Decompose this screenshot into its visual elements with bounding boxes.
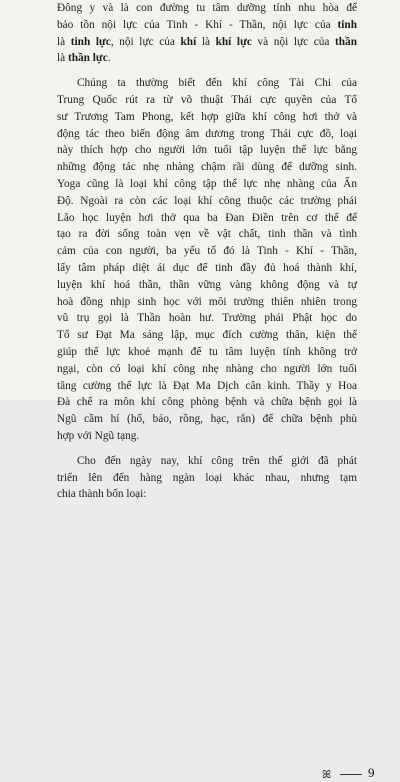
text-line: vũ trụ gọi là Thần hoàn hư. Trường phái Phật học do (57, 312, 357, 325)
ornament-icon: ꕤ (322, 768, 332, 781)
text-line: Đà chế ra môn khí công phòng bệnh và chữa bệnh gọi là (57, 396, 357, 409)
text-line: luyện khí hoá thần, thần vững vàng không động và tự (57, 278, 357, 291)
footer-rule (340, 774, 362, 775)
text-line: Cho đến ngày nay, khí công trên thế giới đã phát (77, 454, 357, 467)
text-line: bảo tồn nội lực của Tinh - Khí - Thần, nội lực của tinh (57, 18, 357, 31)
text-line: Độ. Ngoài ra còn các loại khí công thuộc các trường phái (57, 194, 357, 207)
text-line: Trung Quốc rút ra từ võ thuật Thái cực quyền của Tổ (57, 93, 357, 106)
text-line: hoà đồng nhịp sinh học với môi trường thiên nhiên trong (57, 295, 357, 308)
text-line: là tinh lực, nội lực của khí là khí lực và nội lực của thần (57, 35, 357, 48)
text-line: tăng cường thể lực là Đạt Ma Dịch cân kinh. Thầy y Hoa (57, 379, 357, 392)
text-line: cảm của con người, ba yếu tố đó là Tinh - Khí - Thần, (57, 245, 357, 258)
text-line: Tổ sư Đạt Ma sáng lập, mục đích cường thân, kiện thể (57, 329, 357, 342)
text-line: chia thành bốn loại: (57, 488, 147, 501)
text-line: Lão học luyện hơi thở qua ba Đan Điền trên cơ thể để (57, 211, 357, 224)
text-line: ngại, còn có loại khí công nhẹ nhàng cho người lớn tuổi (57, 362, 357, 375)
text-line: Yoga cũng là loại khí công tập thể lực nhẹ nhàng của Ấn (57, 177, 357, 190)
text-line: triển lên đến hàng ngàn loại khác nhau, nhưng tạm (57, 471, 357, 484)
text-line: hợp với Ngũ tạng. (57, 429, 140, 442)
text-line: sư Trương Tam Phong, kết hợp giữa khí công hơi thở và (57, 110, 357, 123)
text-line: tạo ra đời sống toàn vẹn về vật chất, tinh thần và tình (57, 228, 357, 241)
text-line: lấy tâm pháp diệt ái dục để tinh đầy đủ hoá thành khí, (57, 261, 357, 274)
text-line: giúp thể lực khoẻ mạnh để tu tâm luyện tính không trở (57, 345, 357, 358)
text-line: Đông y và là con đường tu tâm dưỡng tính nhu hòa để (57, 2, 357, 14)
text-line: Chúng ta thường biết đến khí công Tài Chi của (77, 77, 357, 90)
text-line: là thần lực. (57, 52, 111, 65)
text-line: này thích hợp cho người lớn tuổi tập luyện thể lực bằng (57, 144, 357, 157)
body-text (57, 0, 357, 503)
text-line: Ngũ cầm hí (hổ, báo, rồng, hạc, rắn) để chữa bệnh phù (57, 413, 357, 426)
text-line: động tác theo biến động âm dương trong Thái cực đồ, loại (57, 127, 357, 140)
text-line: những động tác nhẹ nhàng chậm rãi dùng để dưỡng sinh. (57, 161, 357, 174)
page-number: 9 (368, 765, 375, 780)
